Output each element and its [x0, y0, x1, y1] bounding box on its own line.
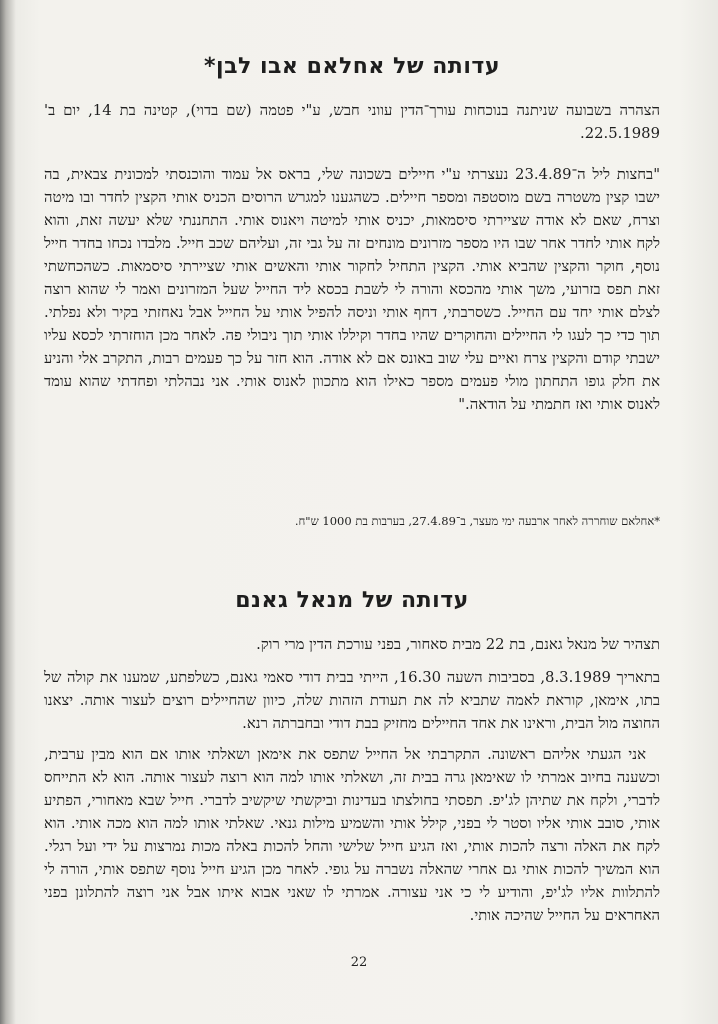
section1-intro: הצהרה בשבועה שניתנה בנוכחות עורך־הדין עווני חבש, ע"י פטמה (שם בדוי), קטינה בת 14, יום ב' 22.5.1989. — [44, 102, 660, 142]
page-number: 22 — [350, 955, 368, 970]
page-content — [44, 44, 660, 927]
section2-title: עדותה של מנאל גאנם — [235, 588, 469, 613]
section2 — [44, 588, 660, 927]
section1-title: עדותה של אחלאם אבו לבן* — [204, 54, 500, 79]
section2-paragraph-2: אני הגעתי אליהם ראשונה. התקרבתי אל החייל שתפס את אימאן ושאלתי אותו אם הוא מבין ערבית, וכשענה בחיוב אמרתי לו שאימאן גרה בבית זה, ושאלתי אותו למה הוא רוצה לעצור אותה. הוא לא התייחס לדברי, ולקח את שתיהן לג'יפ. תפסתי בחולצתו בעדינות וביקשתי שיקשיב לדברי. חייל שבא מאחורי, הפתיע אותי, סובב אותי אליו וסטר לי בפני, קילל אותי והשמיע מילות גנאי. שאלתי אותו למה הוא מכה אותי. הוא לקח את האלה ורצה להכות אותי, ואז הגיע חייל שלישי והחל להכות באלה מכות נמרצות על ידי ועל רגלי. הוא המשיך להכות אותי גם אחרי שהאלה נשברה על גופי. לאחר מכן הגיע חייל נוסף שתפס אותי, הורה לי להתלוות אליו לג'יפ, והודיע לי כי אני עצורה. אמרתי לו שאני אבוא איתו אבל אני רוצה להתלונן בפני האחראים על החייל שהיכה אותי. — [44, 746, 660, 924]
section1-footnote: *אחלאם שוחררה לאחר ארבעה ימי מעצר, ב־27.4.89, בערבות בת 1000 ש"ח. — [294, 514, 660, 528]
section2-paragraph-1: בתאריך 8.3.1989, בסביבות השעה 16.30, הייתי בבית דודי סאמי גאנם, כשלפתע, שמענו את קולה של בתו, אימאן, קוראת לאמה שתביא לה את תעודת הזהות שלה, כיוון שהחיילים רוצים לעצור אותה. יצאנו החוצה מול הבית, וראינו את אחד החיילים מחזיק בבת דודי ובחברתה רנא. — [44, 669, 661, 732]
section1-testimony: "בחצות ליל ה־23.4.89 נעצרתי ע"י חיילים בשכונה שלי, בראס אל עמוד והוכנסתי למכונית צבאית, בה ישבו קצין משטרה בשם מוסטפה ומספר חיילים. כשהגענו למגרש הרוסים הכניס אותי הקצין לחדר ובו מיטה וצרח, שאם לא אודה שציירתי סיסמאות, יכניס אותי למיטה ויאנוס אותי. התחננתי שלא יעשה זאת, והוא לקח אותי לחדר אחר שבו היו מספר מזרונים מונחים זה על גבי זה, ועליהם שכב חייל. מלבדו נכחו בחדר חייל נוסף, חוקר והקצין שהביא אותי. הקצין התחיל לחקור אותי והאשים אותי שציירתי סיסמאות. כשהכחשתי זאת תפס בזרועי, משך אותי מהכסא והורה לי לשבת בכסא ליד החייל שעל המזרונים ואמר לי שהוא רוצה לצלם אותי יחד עם החייל. כשסרבתי, דחף אותי וניסה להפיל אותי על החייל אבל נאחזתי בקיר ולא נפלתי. תוך כדי כך לעגו לי החיילים והחוקרים שהיו בחדר וקיללו אותי תוך ניבולי פה. לאחר מכן הוחזרתי לכסא עליו ישבתי קודם והקצין צרח ואיים עלי שוב באונס אם לא אודה. הוא חזר על כך פעמים רבות, התקרב אלי והניע את חלק גופו התחתון מולי פעמים מספר כאילו הוא מתכוון לאנוס אותי. אני נבהלתי ופחדתי שהוא עומד לאנוס אותי ואז חתמתי על הודאה." — [44, 166, 660, 413]
section2-intro: תצהיר של מנאל גאנם, בת 22 מבית סאחור, בפני עורכת הדין מרי רוק. — [256, 636, 660, 653]
